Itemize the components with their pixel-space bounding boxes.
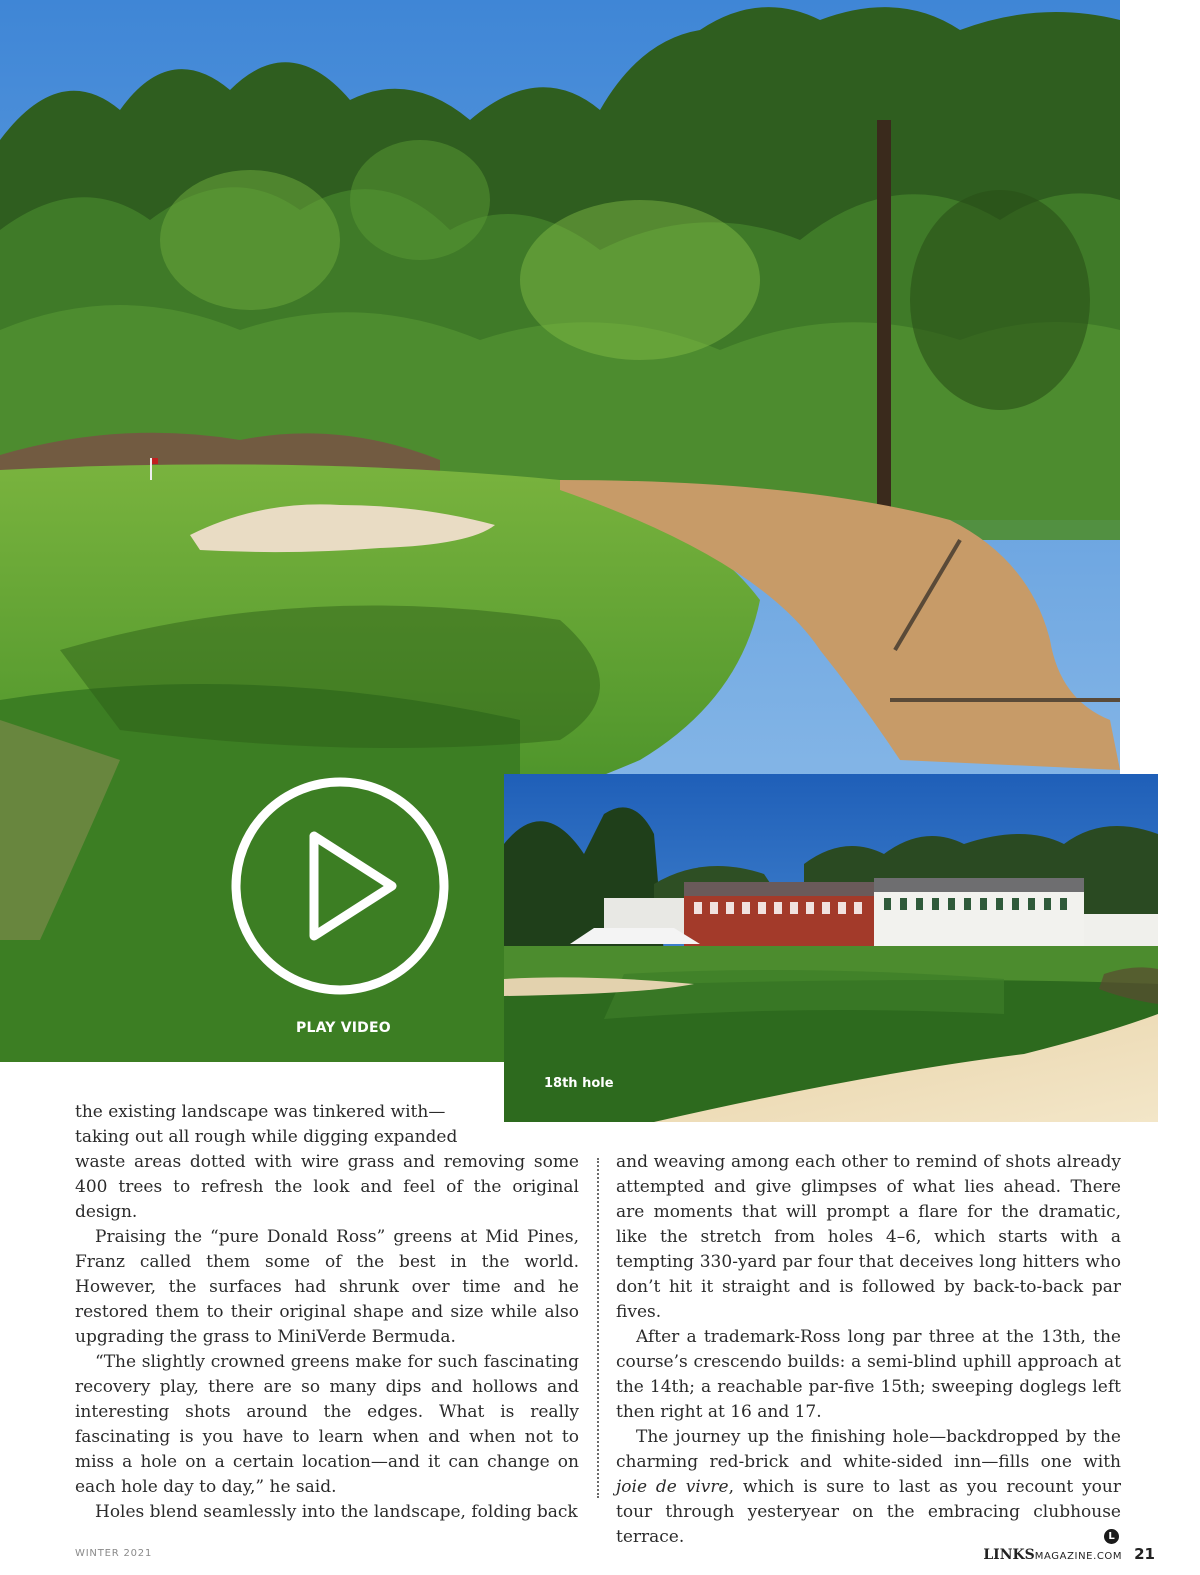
issue-label: WINTER 2021 — [75, 1548, 153, 1559]
paragraph: Holes blend seamlessly into the landscape, folding back — [95, 1502, 578, 1522]
inset-caption: 18th hole — [544, 1076, 614, 1091]
brand-site: MAGAZINE.COM — [1034, 1551, 1123, 1562]
column-divider — [597, 1158, 599, 1498]
brand-name: LINKS — [983, 1547, 1035, 1563]
paragraph: and weaving among each other to remind of shots already attempted and give glimpses of what lies ahead. There are moments that will prompt a flare for the dramatic, like the stretch from holes 4–6, which starts with a tempting 330-yard par four that deceives long hitters who don’t hit it straight and is followed by back-to-back par fives. — [616, 1152, 1121, 1322]
end-mark-icon: L — [1104, 1529, 1119, 1544]
footer-brand — [983, 1544, 1155, 1563]
article-left-column — [75, 1150, 579, 1525]
play-video-button[interactable] — [228, 774, 452, 998]
paragraph: waste areas dotted with wire grass and removing some 400 trees to refresh the look and feel of the original design. — [75, 1152, 579, 1222]
final-paragraph: The journey up the finishing hole—backdropped by the charming red-brick and white-sided inn—fills one with joie de vivre, which is sure to last as you recount your tour through yesteryear on the embracing clubhouse terrace. L — [616, 1427, 1121, 1547]
page-number: 21 — [1134, 1545, 1155, 1563]
paragraph: After a trademark-Ross long par three at the 13th, the course’s crescendo builds: a semi-blind uphill approach at the 14th; a reachable par-five 15th; sweeping doglegs left then right at 16 and 17. — [616, 1327, 1121, 1422]
article-lead-text: the existing landscape was tinkered with— taking out all rough while digging expanded — [75, 1102, 458, 1147]
play-icon — [314, 836, 392, 936]
emphasis-text: joie de vivre — [616, 1477, 729, 1497]
paragraph: Praising the “pure Donald Ross” greens at Mid Pines, Franz called them some of the best in the world. However, the surfaces had shrunk over time and he restored them to their original shape and size while also upgrading the grass to MiniVerde Bermuda. — [75, 1227, 579, 1347]
play-video-label[interactable]: PLAY VIDEO — [296, 1020, 391, 1036]
inset-photo — [504, 774, 1158, 1122]
article-right-column — [616, 1150, 1121, 1550]
paragraph: “The slightly crowned greens make for such fascinating recovery play, there are so many dips and hollows and interesting shots around the edges. What is really fascinating is you have to learn when and when not to miss a hole on a certain location—and it can change on each hole day to day,” he said. — [75, 1352, 579, 1497]
